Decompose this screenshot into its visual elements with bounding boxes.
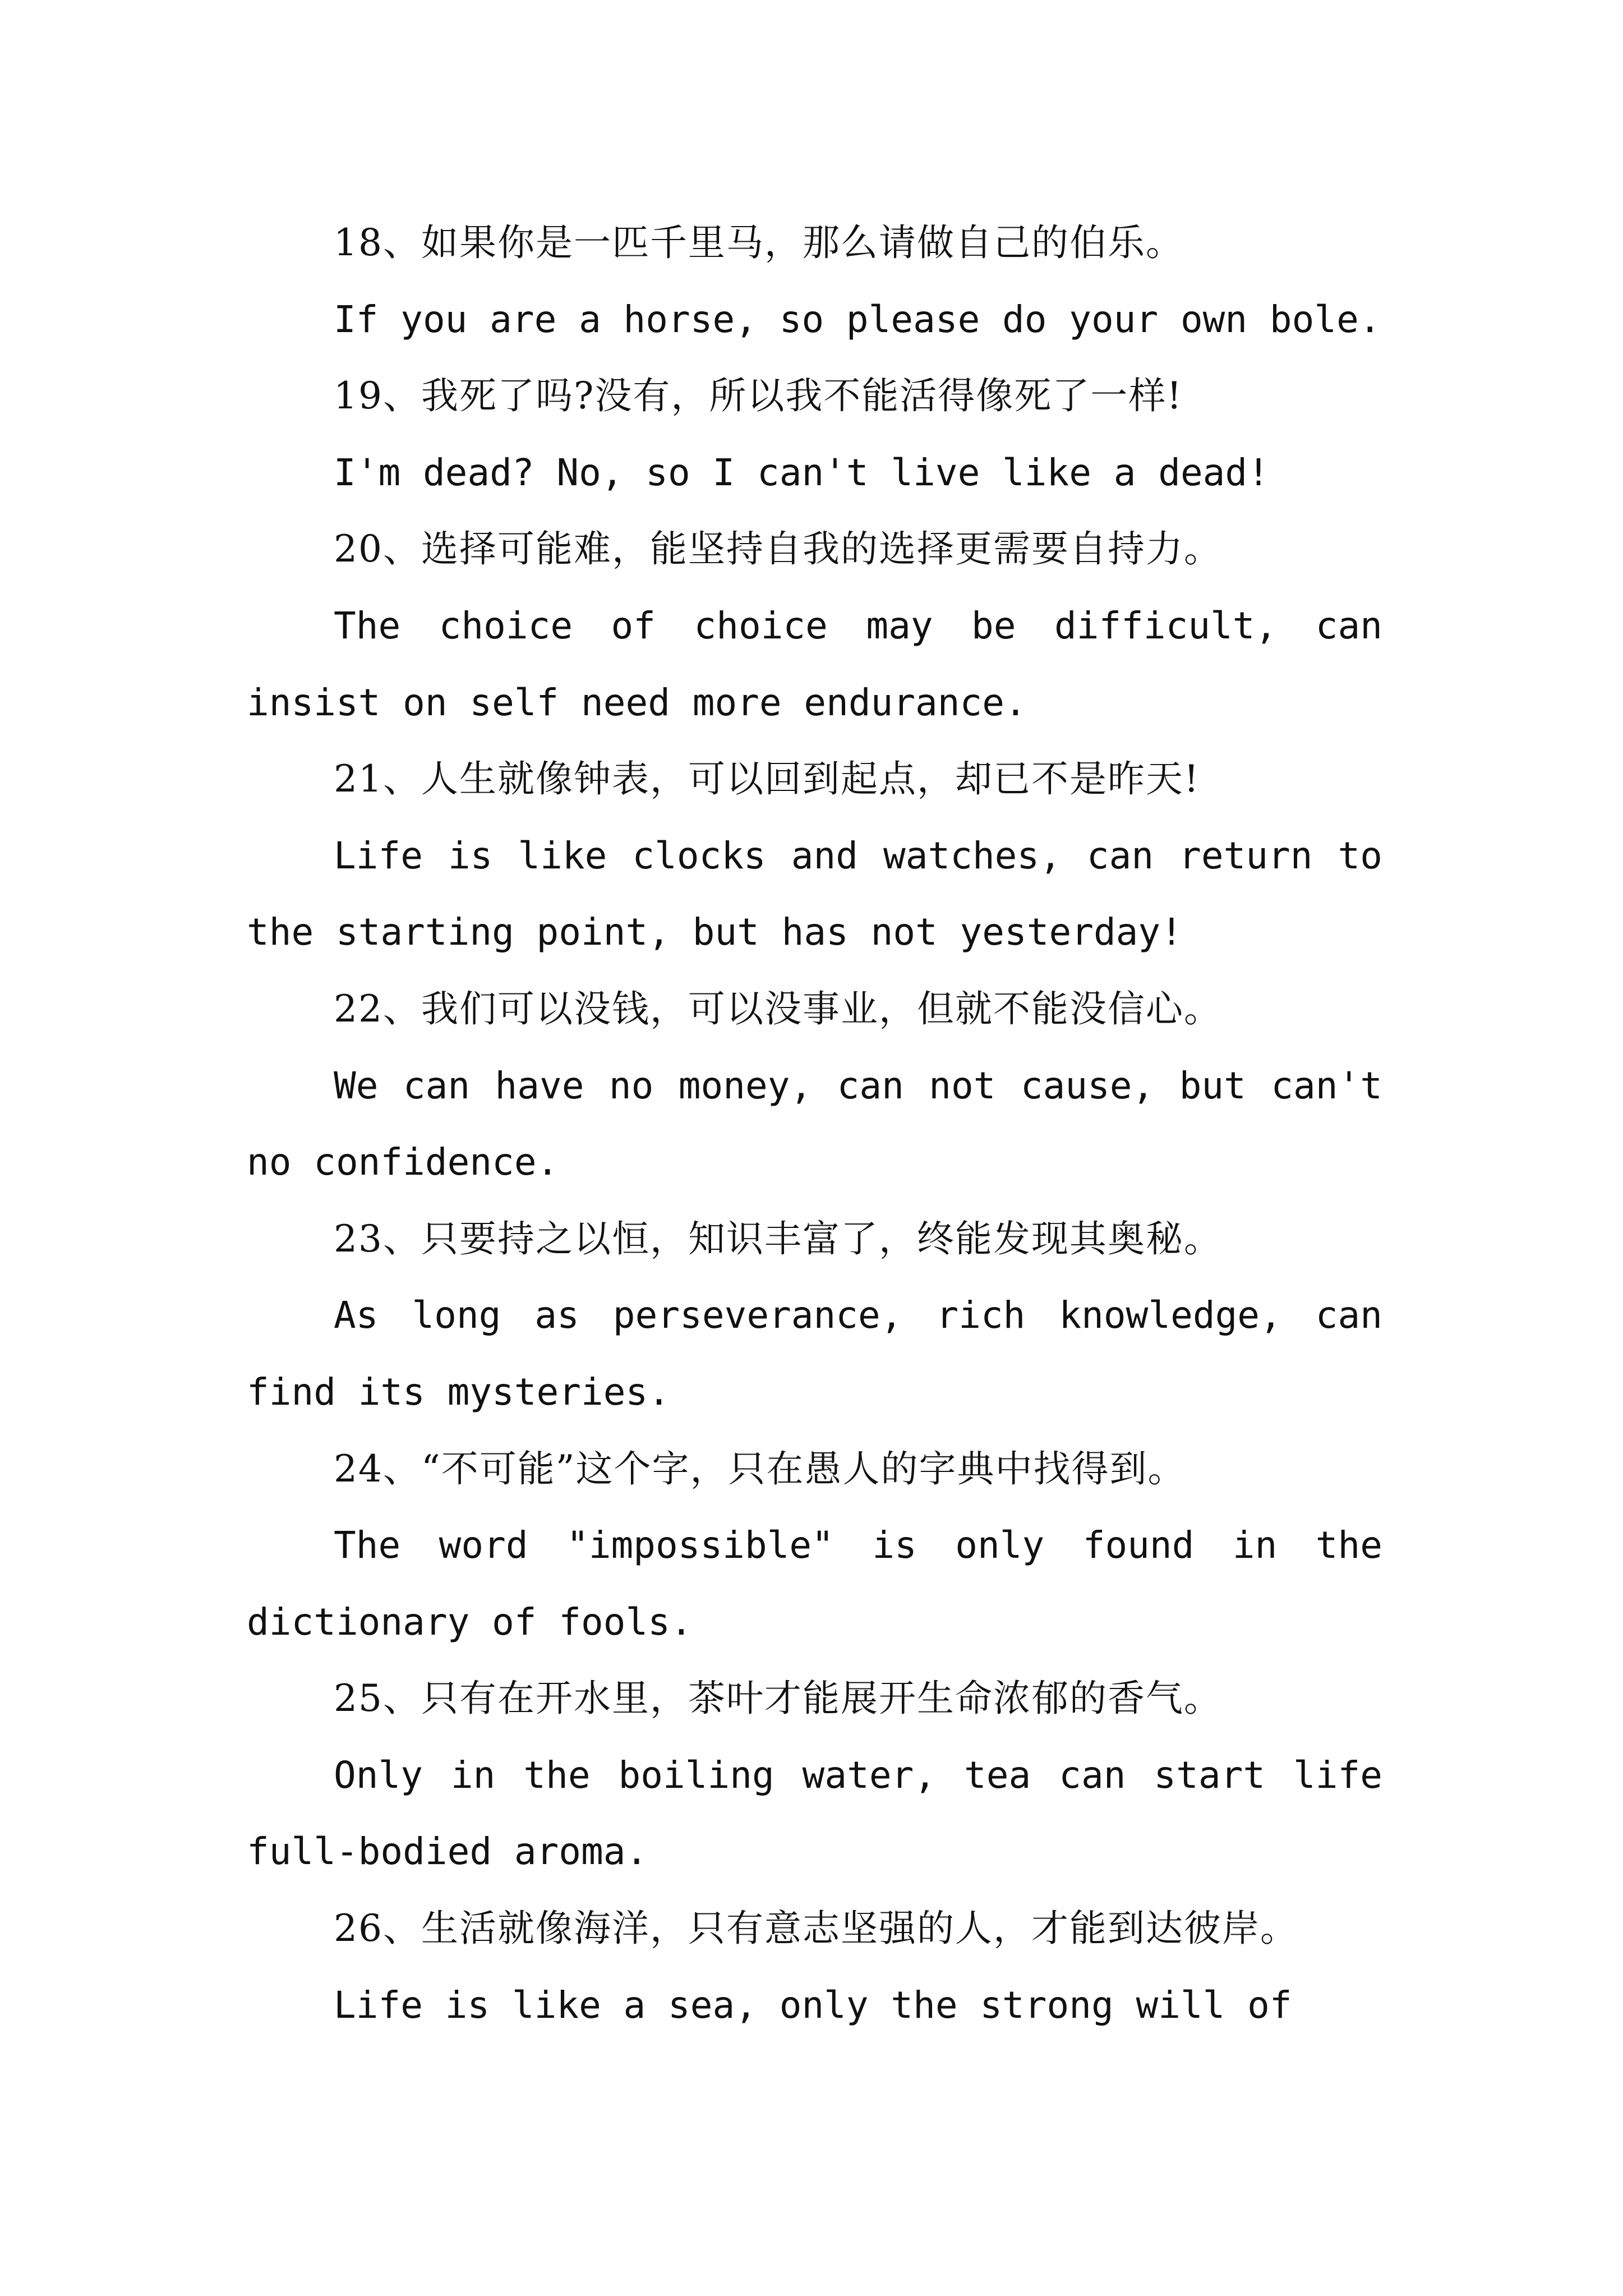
paragraph-en-24: The word "impossible" is only found in the dictionary of fools.: [247, 1524, 1382, 1644]
paragraph-en-18: If you are a horse, so please do your own bole.: [334, 297, 1381, 341]
paragraph-en-21: Life is like clocks and watches, can return to the starting point, but has not yesterday!: [247, 834, 1382, 954]
paragraph-en-26: Life is like a sea, only the strong will of: [334, 1983, 1292, 2027]
paragraph-en-25: Only in the boiling water, tea can start life full-bodied aroma.: [247, 1753, 1382, 1874]
paragraph-zh-20: 20、选择可能难，能坚持自我的选择更需要自持力。: [334, 527, 1222, 571]
paragraph-zh-21: 21、人生就像钟表，可以回到起点，却已不是昨天!: [334, 757, 1200, 801]
paragraph-zh-23: 23、只要持之以恒，知识丰富了，终能发现其奥秘。: [334, 1217, 1222, 1260]
paragraph-zh-22: 22、我们可以没钱，可以没事业，但就不能没信心。: [334, 987, 1222, 1030]
paragraph-zh-25: 25、只有在开水里，茶叶才能展开生命浓郁的香气。: [334, 1677, 1222, 1720]
document-body: [247, 205, 1382, 2044]
paragraph-zh-18: 18、如果你是一匹千里马，那么请做自己的伯乐。: [334, 221, 1184, 264]
paragraph-en-22: We can have no money, can not cause, but can't no confidence.: [247, 1064, 1382, 1184]
paragraph-zh-24: 24、“不可能”这个字，只在愚人的字典中找得到。: [334, 1447, 1186, 1490]
paragraph-en-20: The choice of choice may be difficult, can insist on self need more endurance.: [247, 604, 1382, 724]
paragraph-en-23: As long as perseverance, rich knowledge, can find its mysteries.: [247, 1294, 1382, 1414]
paragraph-en-19: I'm dead? No, so I can't live like a dead!: [334, 450, 1270, 494]
paragraph-zh-26: 26、生活就像海洋，只有意志坚强的人，才能到达彼岸。: [334, 1907, 1298, 1950]
paragraph-zh-19: 19、我死了吗?没有，所以我不能活得像死了一样!: [334, 374, 1183, 418]
